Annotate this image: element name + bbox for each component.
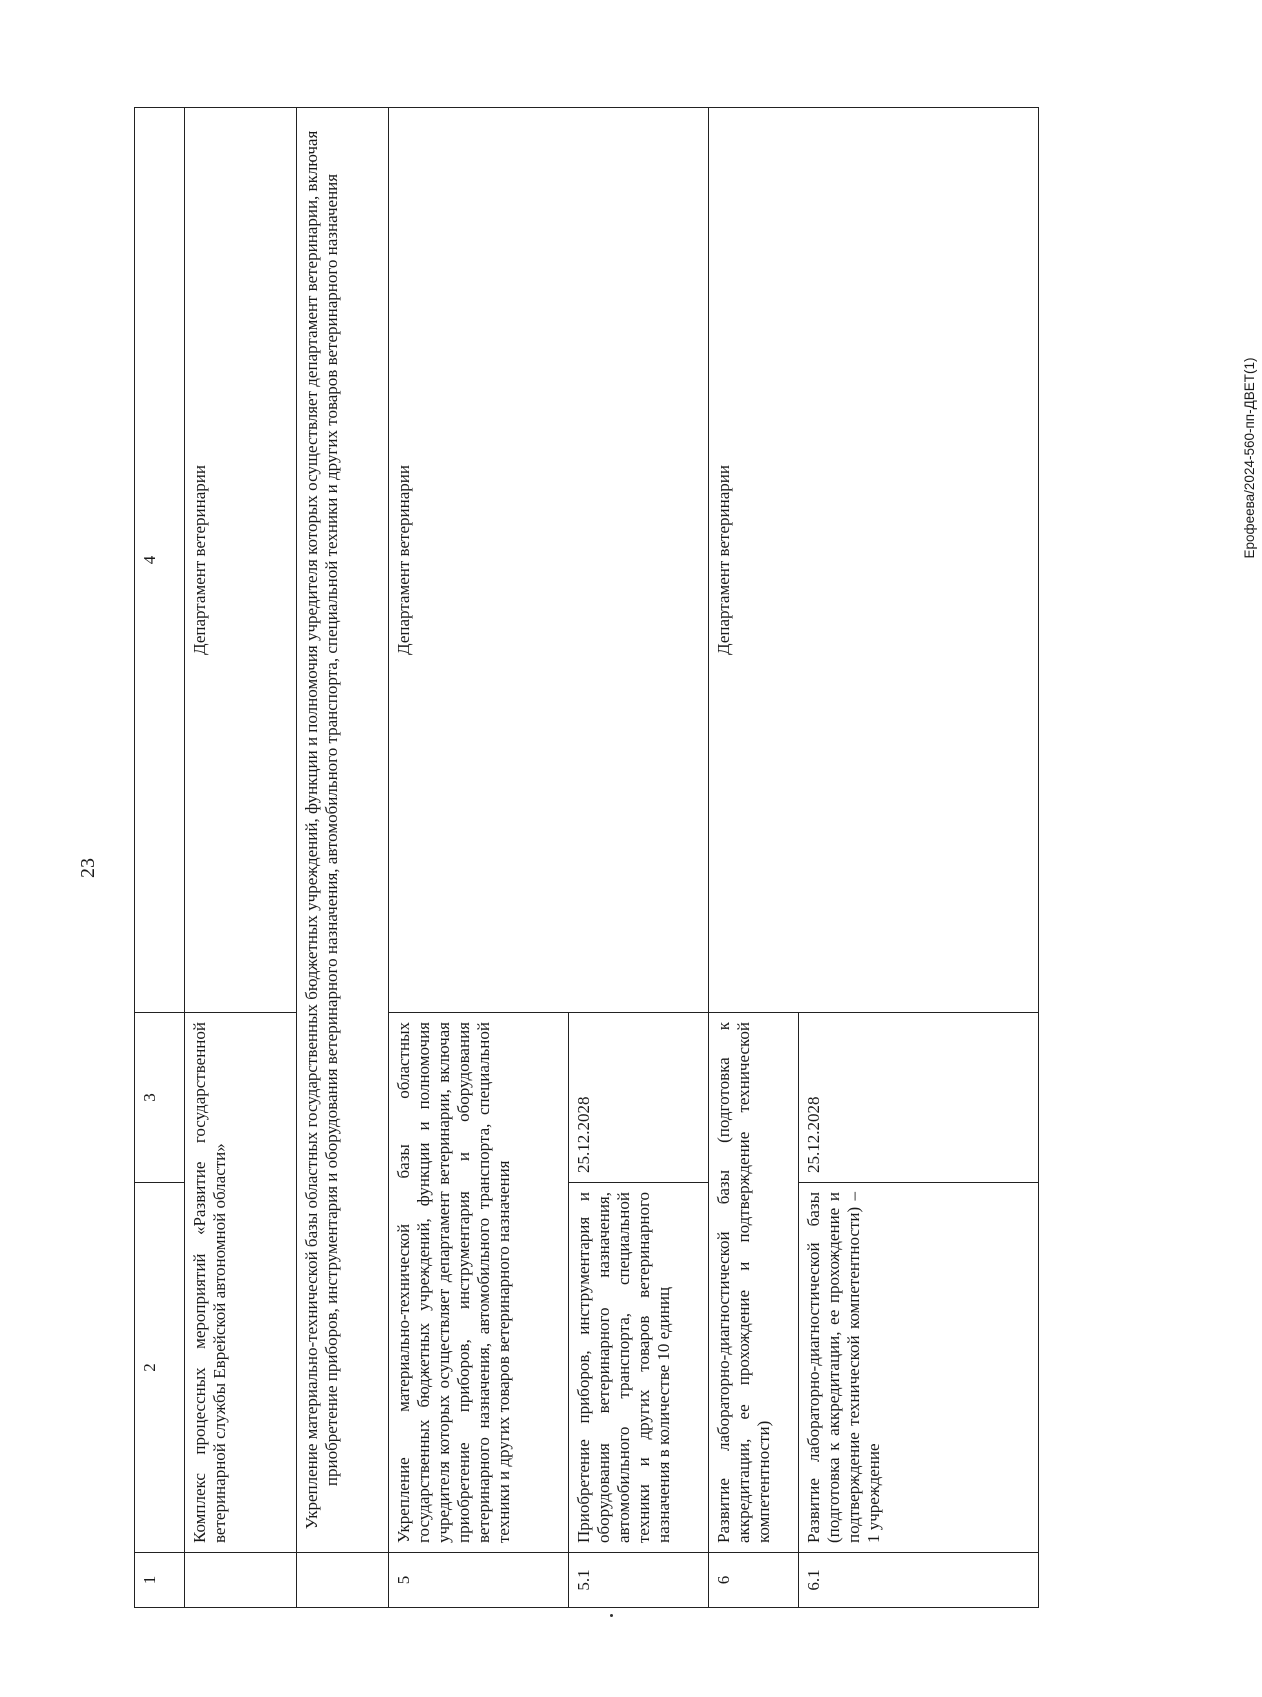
- row-number: 5.1: [569, 1553, 709, 1608]
- completion-date: 25.12.2028: [799, 1013, 1039, 1183]
- header-col-3: 3: [135, 1013, 185, 1183]
- row-number: [185, 1553, 297, 1608]
- row-number-empty: [297, 1553, 389, 1608]
- row-number: 6: [709, 1553, 799, 1608]
- row-number: 6.1: [799, 1553, 1039, 1608]
- responsible-department: Департамент ветеринарии: [709, 108, 1039, 1013]
- table-row-complex: [185, 108, 297, 1608]
- result-name: Развитие лабораторно-диагностической базы (подготовка к аккредитации, ее прохождение и подтверждение технической компетентности) – 1 учреждение: [799, 1183, 1039, 1553]
- header-col-4: 4: [135, 108, 185, 1013]
- document-code: Ерофеева/2024-560-пп-ДВЕТ(1): [1242, 357, 1257, 559]
- header-row: [135, 108, 185, 1608]
- measure-name: Укрепление материально-технической базы областных государственных бюджетных учреждений, функции и полномочия учредителя которых осуществляет департамент ветеринарии, включая приобретение приборов, инструментария и оборудования ветеринарного назначения, автомобильного транспорта, специальной техники и других товаров ветеринарного назначения: [389, 1013, 569, 1553]
- header-col-2: 2: [135, 1183, 185, 1553]
- table-row-task: [297, 108, 389, 1608]
- measure-name: Развитие лабораторно-диагностической базы (подготовка к аккредитации, ее прохождение и подтверждение технической компетентности): [709, 1013, 799, 1553]
- task-heading: Укрепление материально-технической базы областных государственных бюджетных учреждений, функции и полномочия учредителя которых осуществляет департамент ветеринарии, включая приобретение приборов, инструментария и оборудования ветеринарного назначения, автомобильного транспорта, специальной техники и других товаров ветеринарного назначения: [297, 108, 389, 1553]
- measures-table: [134, 107, 1039, 1608]
- header-col-1: 1: [135, 1553, 185, 1608]
- result-name: Приобретение приборов, инструментария и оборудования ветеринарного назначения, автомобильного транспорта, специальной техники и других товаров ветеринарного назначения в количестве 10 единиц: [569, 1183, 709, 1553]
- row-number: 5: [389, 1553, 569, 1608]
- completion-date: 25.12.2028: [569, 1013, 709, 1183]
- rotated-table-container: [134, 108, 1039, 1608]
- responsible-department: Департамент ветеринарии: [389, 108, 709, 1013]
- table-row-5: [389, 108, 569, 1608]
- page-number: 23: [76, 858, 99, 878]
- complex-name: Комплекс процессных мероприятий «Развитие государственной ветеринарной службы Еврейской автономной области»: [185, 1013, 297, 1553]
- responsible-department: Департамент ветеринарии: [185, 108, 297, 1013]
- table-row-6: [709, 108, 799, 1608]
- scan-mark: [610, 1614, 613, 1617]
